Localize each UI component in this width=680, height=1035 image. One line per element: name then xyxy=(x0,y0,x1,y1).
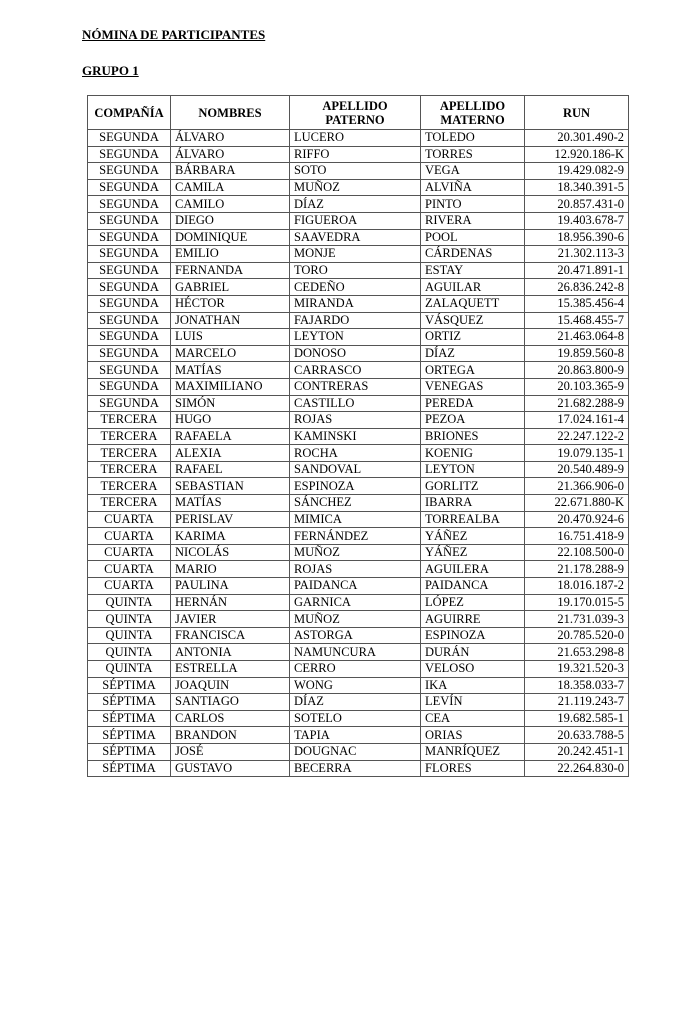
cell-compania: QUINTA xyxy=(88,594,171,611)
cell-apellido-paterno: DONOSO xyxy=(290,345,421,362)
cell-apellido-paterno: SOTO xyxy=(290,163,421,180)
cell-run: 22.671.880-K xyxy=(525,495,629,512)
table-row xyxy=(88,644,629,661)
table-row xyxy=(88,495,629,512)
cell-run: 16.751.418-9 xyxy=(525,528,629,545)
cell-compania: CUARTA xyxy=(88,544,171,561)
cell-compania: SEGUNDA xyxy=(88,229,171,246)
cell-compania: SEGUNDA xyxy=(88,395,171,412)
cell-nombres: LUIS xyxy=(171,329,290,346)
cell-nombres: RAFAEL xyxy=(171,461,290,478)
header-nombres: NOMBRES xyxy=(171,96,290,130)
cell-apellido-paterno: DÍAZ xyxy=(290,694,421,711)
cell-run: 19.682.585-1 xyxy=(525,710,629,727)
table-row xyxy=(88,743,629,760)
cell-compania: TERCERA xyxy=(88,495,171,512)
cell-nombres: NICOLÁS xyxy=(171,544,290,561)
table-row xyxy=(88,295,629,312)
cell-apellido-materno: ESTAY xyxy=(421,262,525,279)
table-row xyxy=(88,362,629,379)
cell-nombres: FERNANDA xyxy=(171,262,290,279)
cell-apellido-paterno: BECERRA xyxy=(290,760,421,777)
cell-apellido-materno: PAIDANCA xyxy=(421,578,525,595)
cell-run: 18.956.390-6 xyxy=(525,229,629,246)
cell-apellido-paterno: PAIDANCA xyxy=(290,578,421,595)
cell-apellido-materno: POOL xyxy=(421,229,525,246)
header-apellido-materno-line2: MATERNO xyxy=(440,112,505,127)
cell-nombres: PAULINA xyxy=(171,578,290,595)
cell-nombres: DOMINIQUE xyxy=(171,229,290,246)
cell-nombres: DIEGO xyxy=(171,212,290,229)
cell-run: 21.302.113-3 xyxy=(525,246,629,263)
cell-run: 20.633.788-5 xyxy=(525,727,629,744)
cell-compania: SÉPTIMA xyxy=(88,727,171,744)
group-title: GRUPO 1 xyxy=(82,63,139,78)
cell-compania: SÉPTIMA xyxy=(88,710,171,727)
cell-run: 12.920.186-K xyxy=(525,146,629,163)
cell-apellido-materno: LEYTON xyxy=(421,461,525,478)
cell-nombres: RAFAELA xyxy=(171,428,290,445)
cell-nombres: HÉCTOR xyxy=(171,295,290,312)
cell-apellido-materno: AGUILERA xyxy=(421,561,525,578)
cell-nombres: SANTIAGO xyxy=(171,694,290,711)
cell-apellido-paterno: FIGUEROA xyxy=(290,212,421,229)
cell-apellido-paterno: ASTORGA xyxy=(290,627,421,644)
cell-compania: CUARTA xyxy=(88,578,171,595)
cell-run: 20.540.489-9 xyxy=(525,461,629,478)
table-row xyxy=(88,478,629,495)
cell-run: 21.366.906-0 xyxy=(525,478,629,495)
cell-run: 21.463.064-8 xyxy=(525,329,629,346)
cell-apellido-materno: TOLEDO xyxy=(421,130,525,147)
table-row xyxy=(88,179,629,196)
cell-apellido-materno: MANRÍQUEZ xyxy=(421,743,525,760)
header-apellido-paterno xyxy=(290,96,421,130)
cell-compania: SEGUNDA xyxy=(88,163,171,180)
document-title: NÓMINA DE PARTICIPANTES xyxy=(82,27,266,42)
cell-apellido-materno: AGUIRRE xyxy=(421,611,525,628)
cell-nombres: JOAQUIN xyxy=(171,677,290,694)
cell-apellido-materno: VENEGAS xyxy=(421,378,525,395)
cell-apellido-paterno: SANDOVAL xyxy=(290,461,421,478)
cell-compania: SEGUNDA xyxy=(88,262,171,279)
table-row xyxy=(88,661,629,678)
cell-apellido-paterno: MUÑOZ xyxy=(290,611,421,628)
table-row xyxy=(88,445,629,462)
cell-compania: SEGUNDA xyxy=(88,196,171,213)
table-row xyxy=(88,246,629,263)
cell-nombres: ÁLVARO xyxy=(171,130,290,147)
cell-apellido-materno: TORRES xyxy=(421,146,525,163)
table-row xyxy=(88,212,629,229)
cell-run: 21.178.288-9 xyxy=(525,561,629,578)
cell-apellido-materno: IKA xyxy=(421,677,525,694)
cell-apellido-paterno: ROCHA xyxy=(290,445,421,462)
cell-run: 22.247.122-2 xyxy=(525,428,629,445)
cell-apellido-paterno: CONTRERAS xyxy=(290,378,421,395)
cell-apellido-paterno: SOTELO xyxy=(290,710,421,727)
cell-apellido-paterno: MUÑOZ xyxy=(290,544,421,561)
cell-nombres: ÁLVARO xyxy=(171,146,290,163)
cell-compania: CUARTA xyxy=(88,561,171,578)
cell-run: 18.016.187-2 xyxy=(525,578,629,595)
table-row xyxy=(88,561,629,578)
cell-nombres: MATÍAS xyxy=(171,495,290,512)
cell-apellido-paterno: DÍAZ xyxy=(290,196,421,213)
cell-compania: SÉPTIMA xyxy=(88,743,171,760)
table-row xyxy=(88,578,629,595)
cell-apellido-paterno: MIMICA xyxy=(290,511,421,528)
table-row xyxy=(88,196,629,213)
cell-apellido-paterno: CASTILLO xyxy=(290,395,421,412)
table-row xyxy=(88,594,629,611)
cell-compania: TERCERA xyxy=(88,478,171,495)
cell-apellido-paterno: NAMUNCURA xyxy=(290,644,421,661)
table-row xyxy=(88,627,629,644)
cell-apellido-materno: ORTEGA xyxy=(421,362,525,379)
table-row xyxy=(88,428,629,445)
table-row xyxy=(88,544,629,561)
cell-apellido-materno: LEVÍN xyxy=(421,694,525,711)
cell-nombres: JOSÉ xyxy=(171,743,290,760)
cell-apellido-paterno: TORO xyxy=(290,262,421,279)
cell-compania: SEGUNDA xyxy=(88,378,171,395)
cell-apellido-paterno: FAJARDO xyxy=(290,312,421,329)
cell-apellido-paterno: DOUGNAC xyxy=(290,743,421,760)
cell-compania: SEGUNDA xyxy=(88,295,171,312)
cell-apellido-materno: VELOSO xyxy=(421,661,525,678)
cell-nombres: CAMILO xyxy=(171,196,290,213)
cell-nombres: MATÍAS xyxy=(171,362,290,379)
cell-nombres: ANTONIA xyxy=(171,644,290,661)
cell-run: 20.242.451-1 xyxy=(525,743,629,760)
table-row xyxy=(88,329,629,346)
table-row xyxy=(88,412,629,429)
cell-apellido-paterno: MIRANDA xyxy=(290,295,421,312)
cell-apellido-paterno: CARRASCO xyxy=(290,362,421,379)
table-row xyxy=(88,378,629,395)
cell-apellido-materno: RIVERA xyxy=(421,212,525,229)
cell-apellido-materno: YÁÑEZ xyxy=(421,528,525,545)
cell-compania: SEGUNDA xyxy=(88,146,171,163)
table-row xyxy=(88,395,629,412)
cell-run: 20.301.490-2 xyxy=(525,130,629,147)
cell-compania: SEGUNDA xyxy=(88,279,171,296)
cell-compania: SEGUNDA xyxy=(88,345,171,362)
cell-compania: TERCERA xyxy=(88,412,171,429)
table-row xyxy=(88,130,629,147)
cell-run: 21.653.298-8 xyxy=(525,644,629,661)
cell-run: 17.024.161-4 xyxy=(525,412,629,429)
table-row xyxy=(88,312,629,329)
table-header-row xyxy=(88,96,629,130)
cell-apellido-paterno: ESPINOZA xyxy=(290,478,421,495)
cell-compania: SEGUNDA xyxy=(88,246,171,263)
cell-apellido-paterno: ROJAS xyxy=(290,412,421,429)
cell-apellido-materno: PEZOA xyxy=(421,412,525,429)
cell-compania: QUINTA xyxy=(88,644,171,661)
cell-run: 18.340.391-5 xyxy=(525,179,629,196)
cell-apellido-paterno: SAAVEDRA xyxy=(290,229,421,246)
cell-run: 19.321.520-3 xyxy=(525,661,629,678)
cell-nombres: MARIO xyxy=(171,561,290,578)
cell-compania: QUINTA xyxy=(88,661,171,678)
table-row xyxy=(88,163,629,180)
cell-apellido-materno: LÓPEZ xyxy=(421,594,525,611)
cell-nombres: BRANDON xyxy=(171,727,290,744)
cell-compania: TERCERA xyxy=(88,461,171,478)
cell-compania: QUINTA xyxy=(88,611,171,628)
table-row xyxy=(88,528,629,545)
cell-run: 18.358.033-7 xyxy=(525,677,629,694)
cell-compania: TERCERA xyxy=(88,445,171,462)
header-apellido-paterno-line1: APELLIDO xyxy=(322,98,388,113)
cell-apellido-paterno: SÁNCHEZ xyxy=(290,495,421,512)
cell-nombres: EMILIO xyxy=(171,246,290,263)
table-row xyxy=(88,146,629,163)
table-row xyxy=(88,262,629,279)
cell-run: 22.108.500-0 xyxy=(525,544,629,561)
cell-run: 19.859.560-8 xyxy=(525,345,629,362)
cell-apellido-paterno: CEDEÑO xyxy=(290,279,421,296)
table-row xyxy=(88,677,629,694)
header-apellido-materno-line1: APELLIDO xyxy=(439,98,506,113)
cell-nombres: SIMÓN xyxy=(171,395,290,412)
cell-compania: CUARTA xyxy=(88,528,171,545)
header-apellido-materno xyxy=(421,96,525,130)
cell-apellido-materno: PEREDA xyxy=(421,395,525,412)
cell-run: 19.170.015-5 xyxy=(525,594,629,611)
cell-nombres: HUGO xyxy=(171,412,290,429)
cell-nombres: PERISLAV xyxy=(171,511,290,528)
cell-run: 20.103.365-9 xyxy=(525,378,629,395)
cell-compania: SÉPTIMA xyxy=(88,760,171,777)
cell-run: 15.468.455-7 xyxy=(525,312,629,329)
cell-run: 21.682.288-9 xyxy=(525,395,629,412)
cell-compania: SÉPTIMA xyxy=(88,694,171,711)
table-row xyxy=(88,461,629,478)
cell-apellido-materno: GORLITZ xyxy=(421,478,525,495)
cell-nombres: MARCELO xyxy=(171,345,290,362)
cell-compania: SEGUNDA xyxy=(88,362,171,379)
cell-apellido-materno: YÁÑEZ xyxy=(421,544,525,561)
cell-apellido-materno: ESPINOZA xyxy=(421,627,525,644)
cell-compania: SÉPTIMA xyxy=(88,677,171,694)
table-header xyxy=(88,96,629,130)
cell-nombres: FRANCISCA xyxy=(171,627,290,644)
cell-apellido-materno: VEGA xyxy=(421,163,525,180)
cell-apellido-paterno: FERNÁNDEZ xyxy=(290,528,421,545)
table-row xyxy=(88,760,629,777)
header-compania: COMPAÑÍA xyxy=(88,96,171,130)
cell-run: 20.863.800-9 xyxy=(525,362,629,379)
cell-compania: CUARTA xyxy=(88,511,171,528)
table-row xyxy=(88,511,629,528)
table-row xyxy=(88,710,629,727)
cell-apellido-paterno: ROJAS xyxy=(290,561,421,578)
cell-apellido-paterno: TAPIA xyxy=(290,727,421,744)
cell-run: 20.470.924-6 xyxy=(525,511,629,528)
cell-run: 15.385.456-4 xyxy=(525,295,629,312)
cell-run: 21.119.243-7 xyxy=(525,694,629,711)
cell-nombres: KARIMA xyxy=(171,528,290,545)
cell-apellido-materno: DÍAZ xyxy=(421,345,525,362)
cell-apellido-paterno: MONJE xyxy=(290,246,421,263)
cell-nombres: GABRIEL xyxy=(171,279,290,296)
cell-apellido-paterno: CERRO xyxy=(290,661,421,678)
cell-nombres: JAVIER xyxy=(171,611,290,628)
table-row xyxy=(88,345,629,362)
cell-apellido-materno: VÁSQUEZ xyxy=(421,312,525,329)
cell-nombres: GUSTAVO xyxy=(171,760,290,777)
cell-nombres: BÁRBARA xyxy=(171,163,290,180)
table-row xyxy=(88,727,629,744)
cell-nombres: MAXIMILIANO xyxy=(171,378,290,395)
cell-apellido-materno: DURÁN xyxy=(421,644,525,661)
table-row xyxy=(88,229,629,246)
cell-nombres: JONATHAN xyxy=(171,312,290,329)
cell-compania: TERCERA xyxy=(88,428,171,445)
cell-run: 19.429.082-9 xyxy=(525,163,629,180)
cell-apellido-paterno: RIFFO xyxy=(290,146,421,163)
cell-nombres: ESTRELLA xyxy=(171,661,290,678)
cell-apellido-materno: CÁRDENAS xyxy=(421,246,525,263)
cell-run: 19.079.135-1 xyxy=(525,445,629,462)
cell-compania: SEGUNDA xyxy=(88,212,171,229)
table-row xyxy=(88,694,629,711)
cell-nombres: ALEXIA xyxy=(171,445,290,462)
cell-compania: QUINTA xyxy=(88,627,171,644)
cell-apellido-materno: PINTO xyxy=(421,196,525,213)
cell-apellido-materno: IBARRA xyxy=(421,495,525,512)
cell-apellido-materno: FLORES xyxy=(421,760,525,777)
cell-apellido-paterno: MUÑOZ xyxy=(290,179,421,196)
table-body xyxy=(88,130,629,777)
cell-apellido-materno: TORREALBA xyxy=(421,511,525,528)
table-row xyxy=(88,611,629,628)
header-run: RUN xyxy=(525,96,629,130)
cell-apellido-materno: CEA xyxy=(421,710,525,727)
cell-compania: SEGUNDA xyxy=(88,329,171,346)
cell-compania: SEGUNDA xyxy=(88,312,171,329)
cell-apellido-paterno: GARNICA xyxy=(290,594,421,611)
cell-apellido-materno: AGUILAR xyxy=(421,279,525,296)
cell-nombres: CARLOS xyxy=(171,710,290,727)
cell-apellido-materno: BRIONES xyxy=(421,428,525,445)
header-apellido-paterno-line2: PATERNO xyxy=(325,112,385,127)
cell-compania: SEGUNDA xyxy=(88,179,171,196)
cell-apellido-paterno: WONG xyxy=(290,677,421,694)
cell-run: 26.836.242-8 xyxy=(525,279,629,296)
cell-apellido-materno: KOENIG xyxy=(421,445,525,462)
participants-table xyxy=(87,95,629,777)
cell-run: 21.731.039-3 xyxy=(525,611,629,628)
cell-run: 22.264.830-0 xyxy=(525,760,629,777)
cell-apellido-materno: ZALAQUETT xyxy=(421,295,525,312)
cell-nombres: SEBASTIAN xyxy=(171,478,290,495)
cell-run: 19.403.678-7 xyxy=(525,212,629,229)
cell-apellido-materno: ORIAS xyxy=(421,727,525,744)
cell-apellido-materno: ORTIZ xyxy=(421,329,525,346)
cell-compania: SEGUNDA xyxy=(88,130,171,147)
cell-apellido-paterno: LEYTON xyxy=(290,329,421,346)
cell-apellido-materno: ALVIÑA xyxy=(421,179,525,196)
cell-run: 20.857.431-0 xyxy=(525,196,629,213)
cell-nombres: HERNÁN xyxy=(171,594,290,611)
cell-apellido-paterno: LUCERO xyxy=(290,130,421,147)
cell-apellido-paterno: KAMINSKI xyxy=(290,428,421,445)
cell-run: 20.471.891-1 xyxy=(525,262,629,279)
cell-run: 20.785.520-0 xyxy=(525,627,629,644)
cell-nombres: CAMILA xyxy=(171,179,290,196)
table-row xyxy=(88,279,629,296)
